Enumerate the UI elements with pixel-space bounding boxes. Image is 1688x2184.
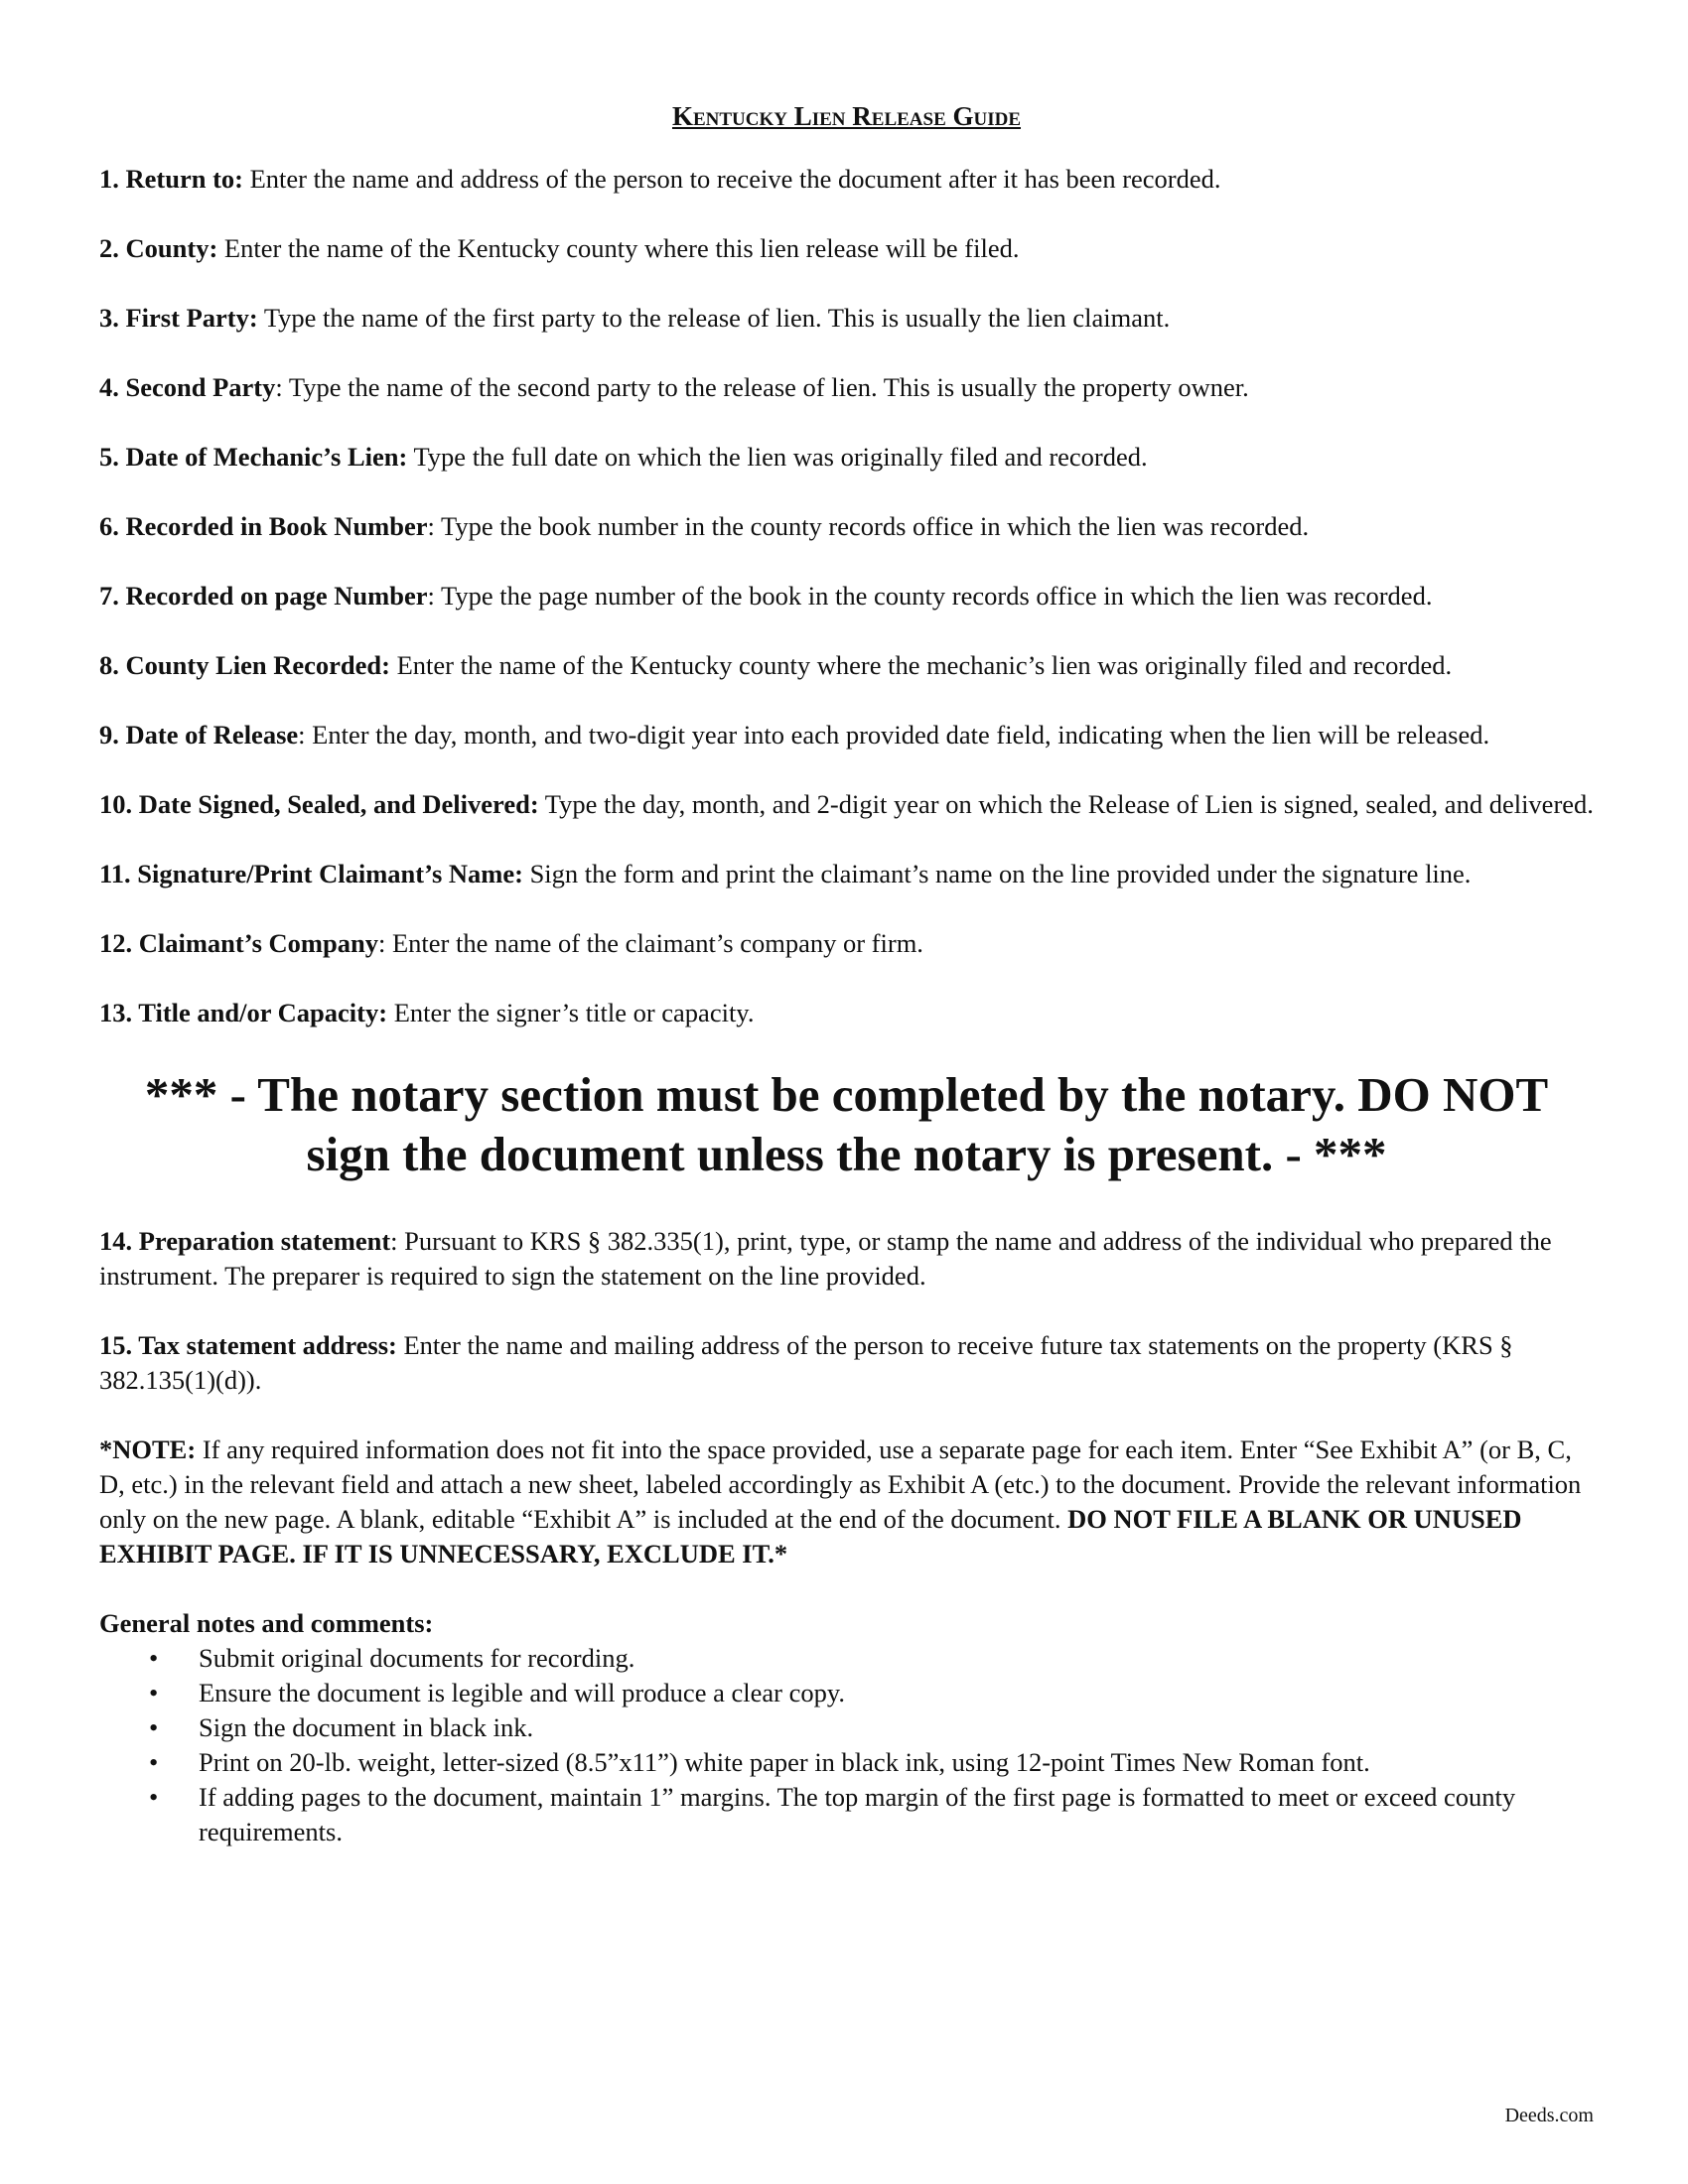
- instruction-item: [99, 1328, 1594, 1398]
- item-label: 10. Date Signed, Sealed, and Delivered:: [99, 789, 539, 819]
- instruction-item: [99, 509, 1594, 544]
- item-text: Sign the form and print the claimant’s name on the line provided under the signature line.: [522, 859, 1472, 888]
- bullet-icon: •: [149, 1678, 159, 1707]
- note-warning: DO NOT FILE A BLANK OR UNUSED EXHIBIT PAGE. IF IT IS UNNECESSARY, EXCLUDE IT.*: [99, 1504, 1522, 1569]
- list-item: [149, 1780, 1594, 1849]
- instruction-item: [99, 231, 1594, 266]
- instruction-item: [99, 301, 1594, 336]
- item-text: Enter the name of the Kentucky county where this lien release will be filed.: [217, 233, 1020, 263]
- footer-brand: Deeds.com: [1504, 2105, 1594, 2126]
- item-text: Enter the name and address of the person to receive the document after it has been recorded.: [243, 164, 1221, 194]
- instruction-item: [99, 162, 1594, 197]
- list-item: [149, 1710, 1594, 1745]
- item-text: Enter the name and mailing address of the person to receive future tax statements on the property (KRS § 382.135(1)(d)).: [99, 1330, 1513, 1395]
- general-notes-title: General notes and comments:: [99, 1608, 434, 1638]
- note-label: *NOTE:: [99, 1434, 197, 1464]
- note-text: If any required information does not fit into the space provided, use a separate page for each item. Enter “See Exhibit A” (or B, C, D, etc.) in the relevant field and attach a new sheet, labeled accordingly as Exhibit A (etc.) to the document. Provide the relevant information only on the new page. A blank, editable “Exhibit A” is included at the end of the document.: [99, 1434, 1582, 1534]
- document-page: [99, 99, 1594, 1849]
- item-text: Type the full date on which the lien was originally filed and recorded.: [407, 442, 1148, 472]
- instruction-item: [99, 787, 1594, 822]
- item-text: : Enter the name of the claimant’s company or firm.: [377, 928, 923, 958]
- list-item-text: If adding pages to the document, maintain 1” margins. The top margin of the first page is formatted to meet or exceed county requirements.: [199, 1782, 1516, 1846]
- instruction-item: [99, 926, 1594, 961]
- item-text: : Type the page number of the book in the county records office in which the lien was recorded.: [427, 581, 1433, 611]
- item-label: 14. Preparation statement: [99, 1226, 391, 1256]
- list-item-text: Ensure the document is legible and will produce a clear copy.: [199, 1678, 845, 1707]
- item-text: : Type the name of the second party to the release of lien. This is usually the property owner.: [275, 372, 1249, 402]
- item-label: 3. First Party:: [99, 303, 258, 333]
- item-label: 11. Signature/Print Claimant’s Name:: [99, 859, 523, 888]
- item-text: Type the name of the first party to the release of lien. This is usually the lien claimant.: [257, 303, 1171, 333]
- item-label: 2. County:: [99, 233, 218, 263]
- item-label: 9. Date of Release: [99, 720, 299, 750]
- item-label: 5. Date of Mechanic’s Lien:: [99, 442, 408, 472]
- instruction-item: [99, 440, 1594, 475]
- instruction-item: [99, 1224, 1594, 1294]
- bullet-icon: •: [149, 1782, 159, 1812]
- list-item-text: Sign the document in black ink.: [199, 1712, 534, 1742]
- item-label: 1. Return to:: [99, 164, 243, 194]
- list-item-text: Print on 20-lb. weight, letter-sized (8.5”x11”) white paper in black ink, using 12-point Times New Roman font.: [199, 1747, 1370, 1777]
- item-text: : Pursuant to KRS § 382.335(1), print, type, or stamp the name and address of the individual who prepared the instrument. The preparer is required to sign the statement on the line provided.: [99, 1226, 1552, 1291]
- instruction-item: [99, 718, 1594, 752]
- instruction-item: [99, 857, 1594, 891]
- item-text: Type the day, month, and 2-digit year on which the Release of Lien is signed, sealed, and delivered.: [538, 789, 1594, 819]
- item-text: Enter the name of the Kentucky county where the mechanic’s lien was originally filed and recorded.: [389, 650, 1453, 680]
- instruction-item: [99, 648, 1594, 683]
- bullet-icon: •: [149, 1712, 159, 1742]
- exhibit-note: [99, 1433, 1594, 1571]
- item-label: 15. Tax statement address:: [99, 1330, 397, 1360]
- notary-warning: *** - The notary section must be completed by the notary. DO NOT sign the document unless the notary is present. - ***: [144, 1067, 1549, 1181]
- bullet-icon: •: [149, 1643, 159, 1673]
- list-item-text: Submit original documents for recording.: [199, 1643, 635, 1673]
- item-text: Enter the signer’s title or capacity.: [387, 998, 755, 1027]
- document-title: Kentucky Lien Release Guide: [671, 101, 1022, 131]
- bullet-icon: •: [149, 1747, 159, 1777]
- item-text: : Enter the day, month, and two-digit year into each provided date field, indicating when the lien will be released.: [298, 720, 1490, 750]
- list-item: [149, 1676, 1594, 1710]
- item-text: : Type the book number in the county records office in which the lien was recorded.: [427, 511, 1310, 541]
- item-label: 4. Second Party: [99, 372, 276, 402]
- item-label: 8. County Lien Recorded:: [99, 650, 390, 680]
- list-item: [149, 1745, 1594, 1780]
- general-notes-list: [99, 1641, 1594, 1849]
- item-label: 12. Claimant’s Company: [99, 928, 378, 958]
- item-label: 6. Recorded in Book Number: [99, 511, 428, 541]
- instruction-item: [99, 370, 1594, 405]
- item-label: 13. Title and/or Capacity:: [99, 998, 388, 1027]
- item-label: 7. Recorded on page Number: [99, 581, 428, 611]
- instruction-item: [99, 579, 1594, 614]
- list-item: [149, 1641, 1594, 1676]
- instruction-item: [99, 996, 1594, 1030]
